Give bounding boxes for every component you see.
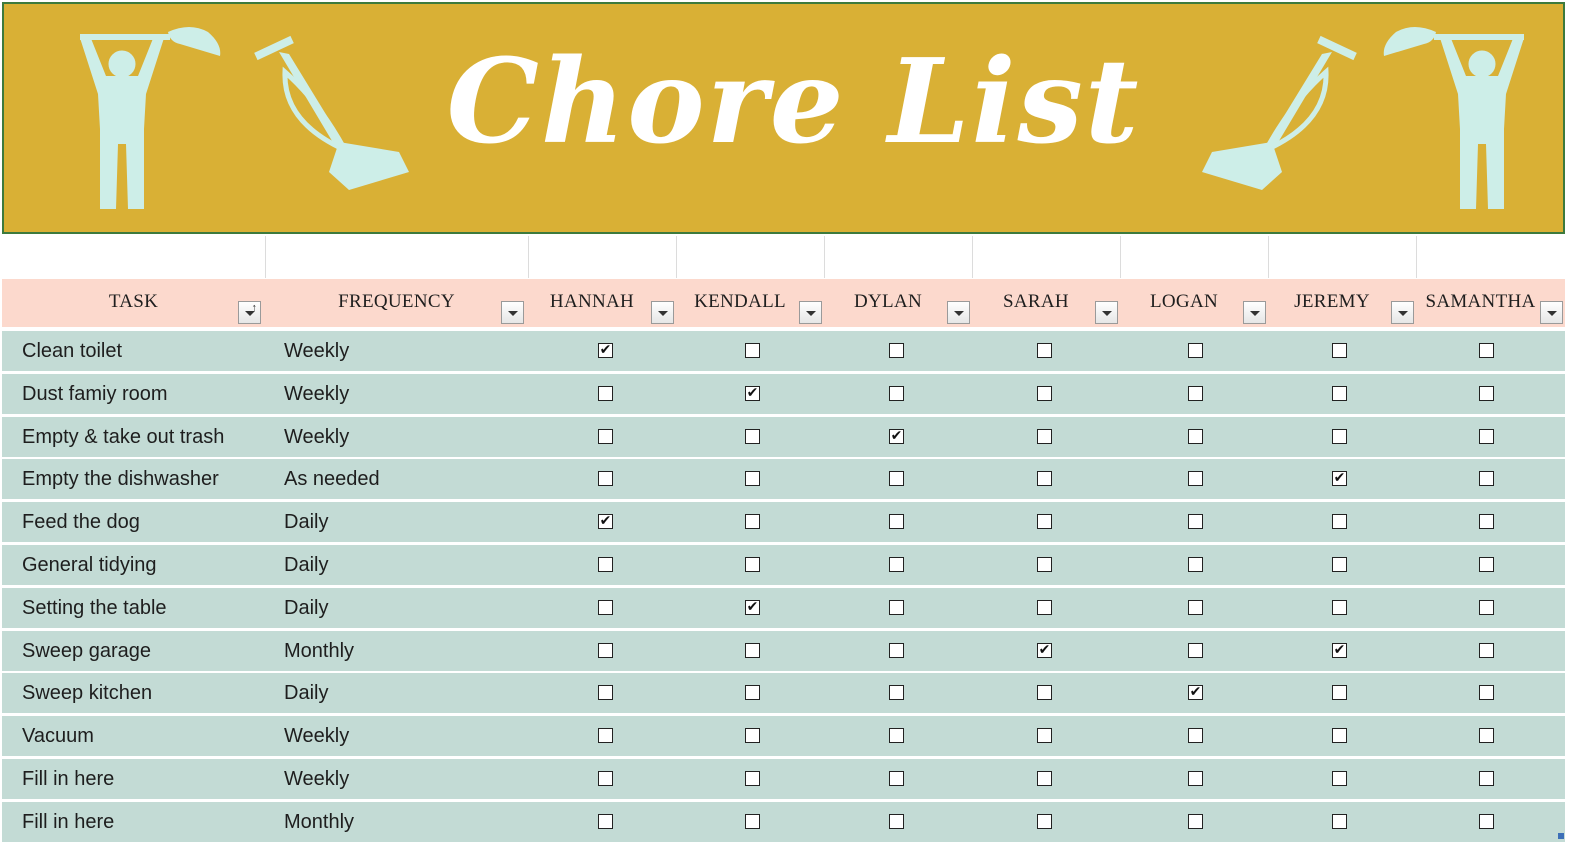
- header-label: FREQUENCY: [338, 291, 455, 312]
- assignment-checkbox-jeremy[interactable]: [1332, 386, 1347, 401]
- assignment-checkbox-samantha[interactable]: [1479, 728, 1494, 743]
- task-cell[interactable]: Empty the dishwasher: [22, 468, 219, 491]
- assignment-checkbox-jeremy[interactable]: [1332, 728, 1347, 743]
- task-cell[interactable]: General tidying: [22, 554, 157, 576]
- assignment-checkbox-sarah[interactable]: [1037, 600, 1052, 615]
- assignment-checkbox-logan[interactable]: [1188, 514, 1203, 529]
- frequency-cell[interactable]: As needed: [284, 468, 380, 491]
- vacuum-icon: [1192, 32, 1362, 197]
- header-label: JEREMY: [1294, 291, 1370, 312]
- assignment-checkbox-hannah[interactable]: [598, 429, 613, 444]
- header-label: SAMANTHA: [1425, 291, 1536, 312]
- table-resize-handle[interactable]: [1558, 833, 1564, 839]
- frequency-cell[interactable]: Monthly: [284, 639, 355, 662]
- assignment-checkbox-logan[interactable]: [1188, 814, 1203, 829]
- assignment-checkbox-hannah[interactable]: [598, 643, 613, 658]
- table-row: [2, 545, 1565, 585]
- assignment-checkbox-sarah[interactable]: [1037, 386, 1052, 401]
- table-row: [2, 716, 1565, 756]
- assignment-checkbox-kendall[interactable]: [745, 685, 760, 700]
- assignment-checkbox-jeremy[interactable]: ✔: [1333, 641, 1346, 658]
- assignment-checkbox-dylan[interactable]: [889, 471, 904, 486]
- assignment-checkbox-dylan[interactable]: [889, 343, 904, 358]
- chore-list-banner: [2, 2, 1565, 234]
- assignment-checkbox-sarah[interactable]: [1037, 557, 1052, 572]
- task-cell[interactable]: Empty & take out trash: [22, 425, 225, 448]
- assignment-checkbox-dylan[interactable]: [889, 600, 904, 615]
- assignment-checkbox-dylan[interactable]: [889, 728, 904, 743]
- header-kendall: [676, 279, 824, 327]
- frequency-cell[interactable]: Daily: [284, 596, 329, 619]
- header-logan: [1120, 279, 1268, 327]
- assignment-checkbox-hannah[interactable]: [598, 386, 613, 401]
- assignment-checkbox-kendall[interactable]: [745, 343, 760, 358]
- header-sarah: [972, 279, 1120, 327]
- table-row: [2, 374, 1565, 414]
- assignment-checkbox-jeremy[interactable]: [1332, 771, 1347, 786]
- header-frequency: [265, 279, 528, 327]
- assignment-checkbox-logan[interactable]: [1188, 600, 1203, 615]
- assignment-checkbox-jeremy[interactable]: [1332, 343, 1347, 358]
- assignment-checkbox-hannah[interactable]: [598, 771, 613, 786]
- header-hannah: [528, 279, 676, 327]
- header-dylan: [824, 279, 972, 327]
- task-cell[interactable]: Setting the table: [22, 596, 167, 619]
- assignment-checkbox-sarah[interactable]: [1037, 771, 1052, 786]
- assignment-checkbox-kendall[interactable]: ✔: [746, 384, 759, 401]
- assignment-checkbox-logan[interactable]: [1188, 771, 1203, 786]
- assignment-checkbox-hannah[interactable]: [598, 557, 613, 572]
- assignment-checkbox-dylan[interactable]: [889, 386, 904, 401]
- assignment-checkbox-samantha[interactable]: [1479, 386, 1494, 401]
- assignment-checkbox-dylan[interactable]: [889, 643, 904, 658]
- assignment-checkbox-samantha[interactable]: [1479, 557, 1494, 572]
- filter-dropdown-button[interactable]: [651, 301, 674, 324]
- assignment-checkbox-logan[interactable]: [1188, 728, 1203, 743]
- assignment-checkbox-jeremy[interactable]: [1332, 557, 1347, 572]
- assignment-checkbox-samantha[interactable]: [1479, 685, 1494, 700]
- header-label: TASK: [108, 291, 159, 312]
- frequency-cell[interactable]: Weekly: [284, 725, 350, 748]
- assignment-checkbox-jeremy[interactable]: [1332, 814, 1347, 829]
- assignment-checkbox-samantha[interactable]: [1479, 429, 1494, 444]
- assignment-checkbox-hannah[interactable]: [598, 471, 613, 486]
- assignment-checkbox-jeremy[interactable]: [1332, 429, 1347, 444]
- filter-dropdown-button[interactable]: [947, 301, 970, 324]
- banner-title: Chore List: [446, 34, 1141, 170]
- assignment-checkbox-kendall[interactable]: [745, 814, 760, 829]
- assignment-checkbox-logan[interactable]: [1188, 386, 1203, 401]
- assignment-checkbox-logan[interactable]: [1188, 557, 1203, 572]
- assignment-checkbox-samantha[interactable]: [1479, 771, 1494, 786]
- frequency-cell[interactable]: Daily: [284, 554, 329, 576]
- assignment-checkbox-hannah[interactable]: [598, 814, 613, 829]
- filter-dropdown-button[interactable]: [1243, 301, 1266, 324]
- assignment-checkbox-jeremy[interactable]: ✔: [1333, 470, 1346, 487]
- header-jeremy: [1268, 279, 1416, 327]
- assignment-checkbox-hannah[interactable]: [598, 728, 613, 743]
- assignment-checkbox-sarah[interactable]: [1037, 514, 1052, 529]
- table-row: [2, 588, 1565, 628]
- assignment-checkbox-dylan[interactable]: [889, 814, 904, 829]
- assignment-checkbox-sarah[interactable]: [1037, 343, 1052, 358]
- filter-dropdown-button[interactable]: [1095, 301, 1118, 324]
- assignment-checkbox-sarah[interactable]: [1037, 471, 1052, 486]
- assignment-checkbox-hannah[interactable]: ✔: [599, 513, 612, 530]
- table-row: [2, 759, 1565, 799]
- task-cell[interactable]: Sweep garage: [22, 639, 151, 662]
- assignment-checkbox-logan[interactable]: ✔: [1189, 684, 1202, 701]
- assignment-checkbox-samantha[interactable]: [1479, 471, 1494, 486]
- assignment-checkbox-kendall[interactable]: [745, 771, 760, 786]
- frequency-cell[interactable]: Weekly: [284, 768, 350, 790]
- table-row: [2, 331, 1565, 371]
- assignment-checkbox-kendall[interactable]: [745, 728, 760, 743]
- table-row: [2, 802, 1565, 842]
- assignment-checkbox-sarah[interactable]: [1037, 728, 1052, 743]
- task-cell[interactable]: Feed the dog: [22, 511, 140, 534]
- assignment-checkbox-sarah[interactable]: [1037, 429, 1052, 444]
- header-label: HANNAH: [549, 291, 635, 312]
- assignment-checkbox-jeremy[interactable]: [1332, 600, 1347, 615]
- assignment-checkbox-logan[interactable]: [1188, 471, 1203, 486]
- frequency-cell[interactable]: Monthly: [284, 810, 355, 833]
- assignment-checkbox-hannah[interactable]: [598, 600, 613, 615]
- person-dusting-icon: [1374, 24, 1534, 214]
- assignment-checkbox-samantha[interactable]: [1479, 814, 1494, 829]
- table-header-row: [2, 279, 1565, 327]
- assignment-checkbox-logan[interactable]: [1188, 343, 1203, 358]
- header-label: SARAH: [1003, 291, 1069, 312]
- header-task: [2, 279, 265, 327]
- assignment-checkbox-dylan[interactable]: [889, 685, 904, 700]
- assignment-checkbox-sarah[interactable]: ✔: [1038, 641, 1051, 658]
- task-cell[interactable]: Fill in here: [22, 810, 115, 833]
- table-row: [2, 417, 1565, 457]
- assignment-checkbox-dylan[interactable]: [889, 514, 904, 529]
- assignment-checkbox-dylan[interactable]: [889, 771, 904, 786]
- assignment-checkbox-samantha[interactable]: [1479, 343, 1494, 358]
- assignment-checkbox-kendall[interactable]: [745, 557, 760, 572]
- task-cell[interactable]: Fill in here: [22, 768, 115, 790]
- assignment-checkbox-dylan[interactable]: ✔: [890, 427, 903, 444]
- table-row: [2, 502, 1565, 542]
- table-row: [2, 459, 1565, 499]
- header-samantha: [1416, 279, 1565, 327]
- filter-dropdown-button[interactable]: [799, 301, 822, 324]
- assignment-checkbox-kendall[interactable]: [745, 643, 760, 658]
- frequency-cell[interactable]: Weekly: [284, 382, 350, 405]
- assignment-checkbox-hannah[interactable]: ✔: [599, 342, 612, 358]
- frequency-cell[interactable]: Weekly: [284, 340, 350, 362]
- assignment-checkbox-jeremy[interactable]: [1332, 685, 1347, 700]
- task-cell[interactable]: Dust famiy room: [22, 382, 168, 405]
- assignment-checkbox-hannah[interactable]: [598, 685, 613, 700]
- assignment-checkbox-sarah[interactable]: [1037, 685, 1052, 700]
- assignment-checkbox-kendall[interactable]: [745, 429, 760, 444]
- assignment-checkbox-kendall[interactable]: [745, 471, 760, 486]
- assignment-checkbox-samantha[interactable]: [1479, 643, 1494, 658]
- table-row: [2, 673, 1565, 713]
- table-row: [2, 631, 1565, 671]
- task-cell[interactable]: Vacuum: [22, 725, 94, 748]
- filter-dropdown-button[interactable]: [238, 301, 261, 324]
- assignment-checkbox-sarah[interactable]: [1037, 814, 1052, 829]
- header-label: DYLAN: [854, 291, 922, 312]
- assignment-checkbox-logan[interactable]: [1188, 429, 1203, 444]
- filter-dropdown-button[interactable]: [1391, 301, 1414, 324]
- frequency-cell[interactable]: Daily: [284, 511, 329, 534]
- assignment-checkbox-jeremy[interactable]: [1332, 514, 1347, 529]
- assignment-checkbox-kendall[interactable]: ✔: [746, 598, 759, 615]
- assignment-checkbox-samantha[interactable]: [1479, 600, 1494, 615]
- task-cell[interactable]: Sweep kitchen: [22, 682, 153, 705]
- assignment-checkbox-samantha[interactable]: [1479, 514, 1494, 529]
- task-cell[interactable]: Clean toilet: [22, 340, 123, 362]
- assignment-checkbox-dylan[interactable]: [889, 557, 904, 572]
- frequency-cell[interactable]: Weekly: [284, 425, 350, 448]
- assignment-checkbox-logan[interactable]: [1188, 643, 1203, 658]
- frequency-cell[interactable]: Daily: [284, 682, 329, 705]
- filter-dropdown-button[interactable]: [501, 301, 524, 324]
- empty-spreadsheet-row: [2, 236, 1565, 278]
- assignment-checkbox-kendall[interactable]: [745, 514, 760, 529]
- filter-dropdown-button[interactable]: [1540, 301, 1563, 324]
- header-label: LOGAN: [1150, 291, 1218, 312]
- header-label: KENDALL: [694, 291, 786, 312]
